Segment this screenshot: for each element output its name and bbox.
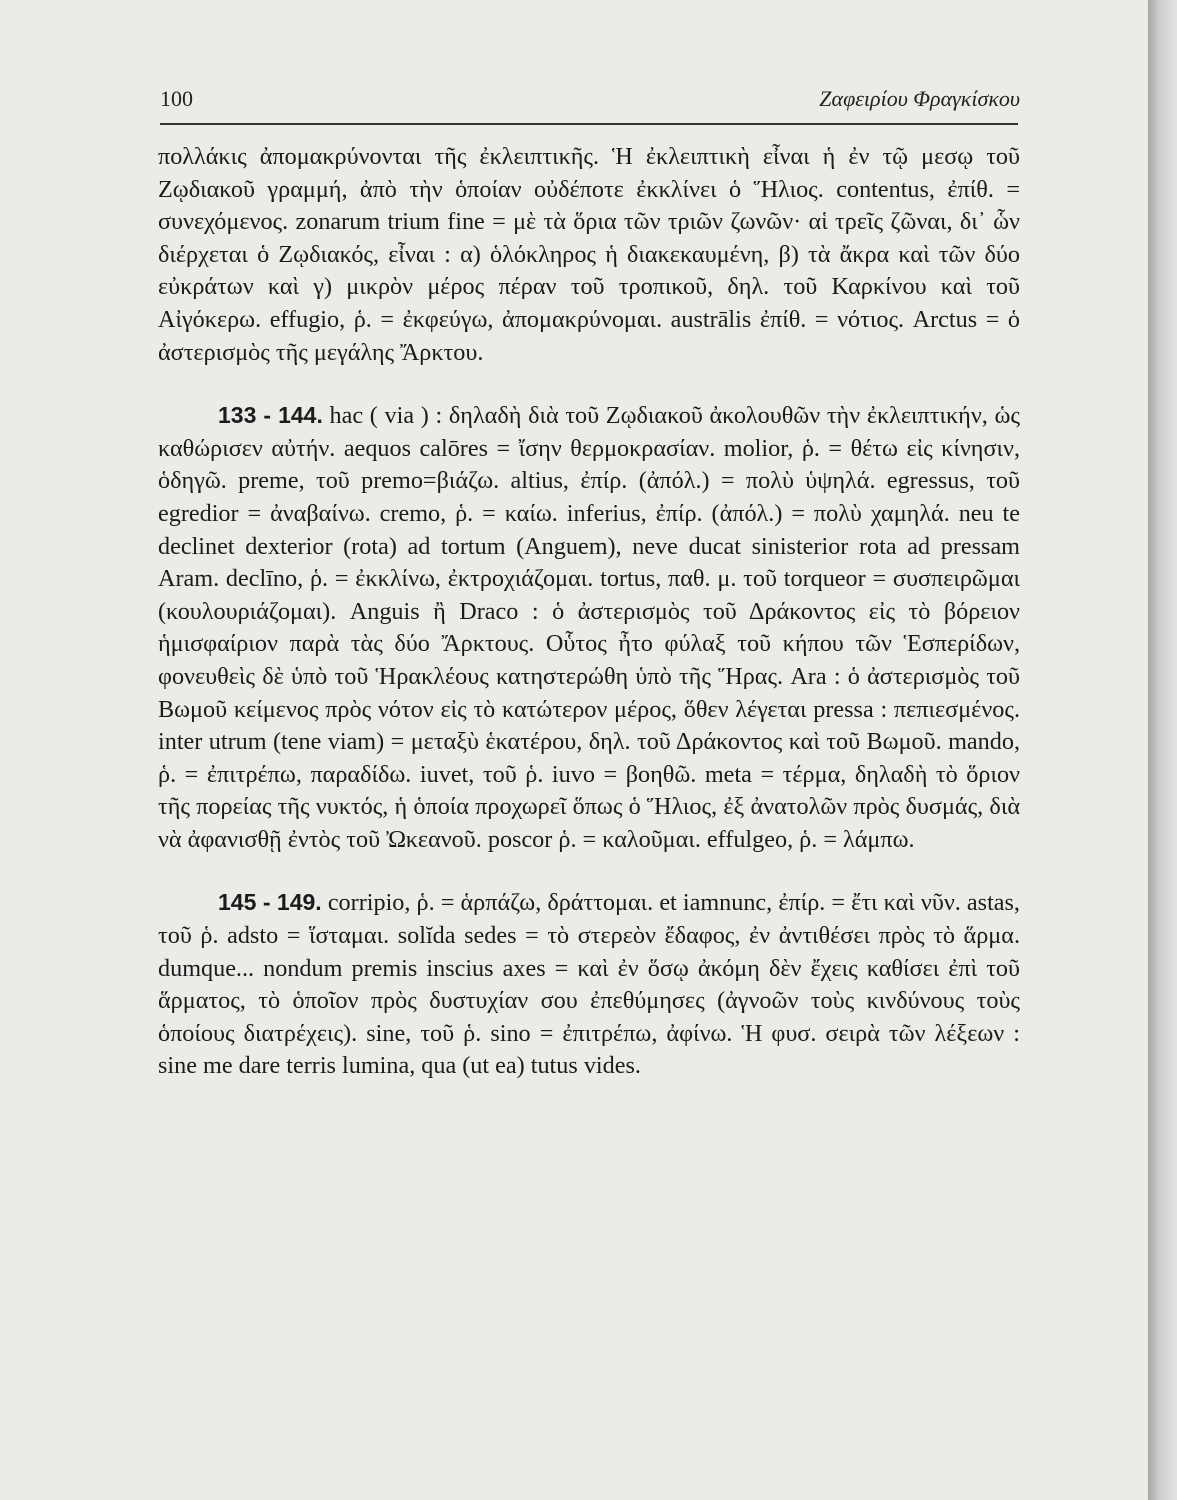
paragraph-133-144 (158, 399, 1020, 856)
page-body (158, 141, 1020, 1083)
paragraph-intro (158, 141, 1020, 369)
paragraph-145-149 (158, 886, 1020, 1083)
line-range-label: 145 - 149. (218, 889, 322, 916)
header-rule (160, 123, 1018, 125)
line-range-label: 133 - 144. (218, 402, 323, 429)
paragraph-text: corripio, ῥ. = ἁρπάζω, δράττομαι. et iamnunc, ἐπίρ. = ἔτι καὶ νῦν. astas, τοῦ ῥ. adsto = ἵσταμαι. solĭda sedes = τὸ στερεὸν ἔδαφος, ἐν ἀντιθέσει πρὸς τὸ ἅρμα. dumque... nondum premis inscius axes = καὶ ἐν ὅσῳ ἀκόμη δὲν ἔχεις καθίσει ἐπὶ τοῦ ἅρματος, τὸ ὁποῖον πρὸς δυστυχίαν σου ἐπεθύμησες (ἀγνοῶν τοὺς κινδύνους τοὺς ὁποίους διατρέχεις). sine, τοῦ ῥ. sino = ἐπιτρέπω, ἀφίνω. Ἡ φυσ. σειρὰ τῶν λέξεων : sine me dare terris lumina, qua (ut ea) tutus vides. (158, 889, 1020, 1080)
page-number: 100 (160, 86, 193, 111)
paragraph-text: hac ( via ) : δηλαδὴ διὰ τοῦ Ζῳδιακοῦ ἀκολουθῶν τὴν ἐκλειπτικήν, ὡς καθώρισεν αὐτήν. aequos calōres = ἴσην θερμοκρασίαν. molior, ῥ. = θέτω εἰς κίνησιν, ὁδηγῶ. preme, τοῦ premo=βιάζω. altius, ἐπίρ. (ἀπόλ.) = πολὺ ὑψηλά. egressus, τοῦ egredior = ἀναβαίνω. cremo, ῥ. = καίω. inferius, ἐπίρ. (ἀπόλ.) = πολὺ χαμηλά. neu te declinet dexterior (rota) ad tortum (Anguem), neve ducat sinisterior rota ad pressam Aram. declīno, ῥ. = ἐκκλίνω, ἐκτροχιάζομαι. tortus, παθ. μ. τοῦ torqueor = συσπειρῶμαι (κουλουριάζομαι). Anguis ἢ Draco : ὁ ἀστερισμὸς τοῦ Δράκοντος εἰς τὸ βόρειον ἡμισφαίριον παρὰ τὰς δύο Ἄρκτους. Οὗτος ἦτο φύλαξ τοῦ κήπου τῶν Ἑσπερίδων, φονευθεὶς δὲ ὑπὸ τοῦ Ἡρακλέους κατηστερώθη ὑπὸ τῆς Ἥρας. Ara : ὁ ἀστερισμὸς τοῦ Βωμοῦ κείμενος πρὸς νότον εἰς τὸ κατώτερον μέρος, ὅθεν λέγεται pressa : πεπιεσμένος. inter utrum (tene viam) = μεταξὺ ἑκατέρου, δηλ. τοῦ Δράκοντος καὶ τοῦ Βωμοῦ. mando, ῥ. = ἐπιτρέπω, παραδίδω. iuvet, τοῦ ῥ. iuvo = βοηθῶ. meta = τέρμα, δηλαδὴ τὸ ὅριον τῆς πορείας τῆς νυκτός, ἡ ὁποία προχωρεῖ ὅπως ὁ Ἥλιος, ἐξ ἀνατολῶν πρὸς δυσμάς, διὰ νὰ ἀφανισθῇ ἐντὸς τοῦ Ὠκεανοῦ. poscor ῥ. = καλοῦμαι. effulgeo, ῥ. = λάμπω. (158, 402, 1020, 853)
page-header (160, 86, 1020, 116)
paragraph-text: πολλάκις ἀπομακρύνονται τῆς ἐκλειπτικῆς. Ἡ ἐκλειπτικὴ εἶναι ἡ ἐν τῷ μεσῳ τοῦ Ζῳδιακοῦ γραμμή, ἀπὸ τὴν ὁποίαν οὐδέποτε ἐκκλίνει ὁ Ἥλιος. contentus, ἐπίθ. = συνεχόμενος. zonarum trium fine = μὲ τὰ ὅρια τῶν τριῶν ζωνῶν· αἱ τρεῖς ζῶναι, δι᾽ ὧν διέρχεται ὁ Ζῳδιακός, εἶναι : α) ὁλόκληρος ἡ διακεκαυμένη, β) τὰ ἄκρα καὶ τῶν δύο εὐκράτων καὶ γ) μικρὸν μέρος πέραν τοῦ τροπικοῦ, δηλ. τοῦ Καρκίνου καὶ τοῦ Αἰγόκερω. effugio, ῥ. = ἐκφεύγω, ἀπομακρύνομαι. austrālis ἐπίθ. = νότιος. Arctus = ὁ ἀστερισμὸς τῆς μεγάλης Ἄρκτου. (158, 143, 1020, 366)
running-head: Ζαφειρίου Φραγκίσκου (819, 86, 1020, 111)
page-edge-shadow (1148, 0, 1177, 1500)
